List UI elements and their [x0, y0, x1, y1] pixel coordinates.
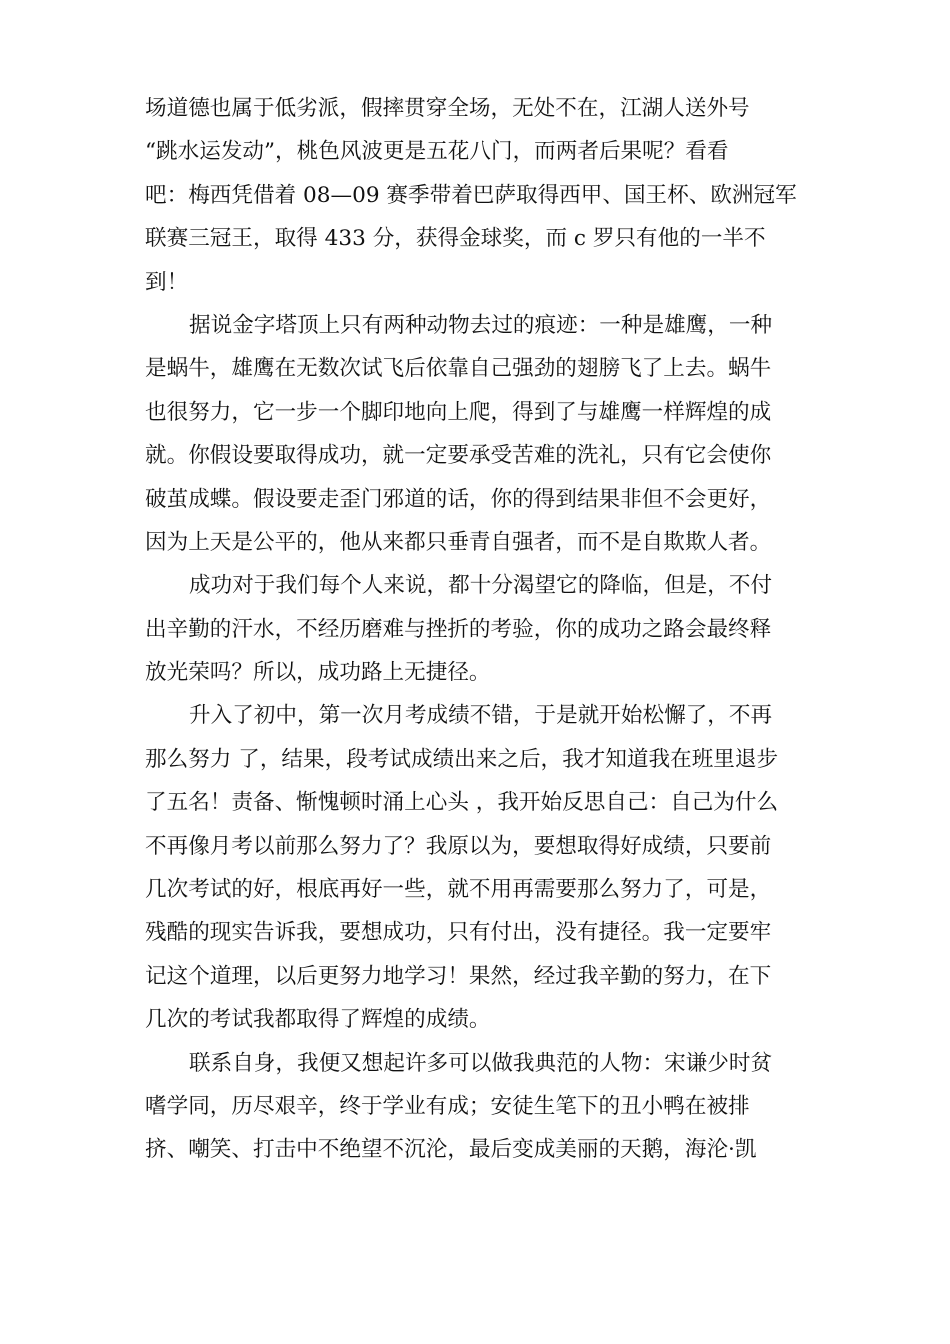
- text-line: 记这个道理，以后更努力地学习！果然，经过我辛勤的努力，在下: [145, 963, 772, 989]
- text-line: 挤、嘲笑、打击中不绝望不沉沦，最后变成美丽的天鹅，海沦·凯: [145, 1137, 757, 1163]
- text-line: 残酷的现实告诉我，要想成功，只有付出，没有捷径。我一定要牢: [145, 920, 772, 946]
- text-line: 几次的考试我都取得了辉煌的成绩。: [145, 1007, 491, 1033]
- text-line: 几次考试的好，根底再好一些，就不用再需要那么努力了，可是，: [145, 877, 772, 903]
- paragraph-first-line: 联系自身，我便又想起许多可以做我典范的人物：宋谦少时贫: [189, 1050, 773, 1076]
- text-line: 到！: [145, 269, 189, 295]
- text-line: 不再像月考以前那么努力了？我原以为，要想取得好成绩，只要前: [145, 833, 772, 859]
- text-line: 嗜学同，历尽艰辛，终于学业有成；安徒生笔下的丑小鸭在被排: [145, 1093, 750, 1119]
- paragraph-first-line: 据说金字塔顶上只有两种动物去过的痕迹：一种是雄鹰，一种: [189, 312, 773, 338]
- text-line: 联赛三冠王，取得 433 分，获得金球奖，而 c 罗只有他的一半不: [145, 226, 766, 252]
- body-text: [145, 87, 817, 1172]
- text-line: 破茧成蝶。假设要走歪门邪道的话，你的得到结果非但不会更好，: [145, 486, 772, 512]
- text-line: 那么努力 了，结果，段考试成绩出来之后，我才知道我在班里退步: [145, 746, 779, 772]
- text-line: 是蜗牛，雄鹰在无数次试飞后依靠自己强劲的翅膀飞了上去。蜗牛: [145, 356, 772, 382]
- text-line: “跳水运发动”，桃色风波更是五花八门，而两者后果呢？看看: [145, 139, 729, 165]
- text-line: 就。你假设要取得成功，就一定要承受苦难的洗礼，只有它会使你: [145, 443, 772, 469]
- text-line: 也很努力，它一步一个脚印地向上爬，得到了与雄鹰一样辉煌的成: [145, 399, 772, 425]
- text-line: 放光荣吗？所以，成功路上无捷径。: [145, 660, 491, 686]
- text-line: 吧：梅西凭借着 08—09 赛季带着巴萨取得西甲、国王杯、欧洲冠军: [145, 182, 797, 208]
- text-line: 场道德也属于低劣派，假摔贯穿全场，无处不在，江湖人送外号: [145, 96, 750, 121]
- text-line: 出辛勤的汗水，不经历磨难与挫折的考验，你的成功之路会最终释: [145, 616, 772, 642]
- text-line: 因为上天是公平的，他从来都只垂青自强者，而不是自欺欺人者。: [145, 529, 772, 555]
- paragraph-first-line: 升入了初中，第一次月考成绩不错，于是就开始松懈了，不再: [189, 703, 773, 729]
- paragraph-first-line: 成功对于我们每个人来说，都十分渴望它的降临，但是，不付: [189, 573, 773, 599]
- text-line: 了五名！责备、惭愧顿时涌上心头 ，我开始反思自己：自己为什么: [145, 790, 779, 816]
